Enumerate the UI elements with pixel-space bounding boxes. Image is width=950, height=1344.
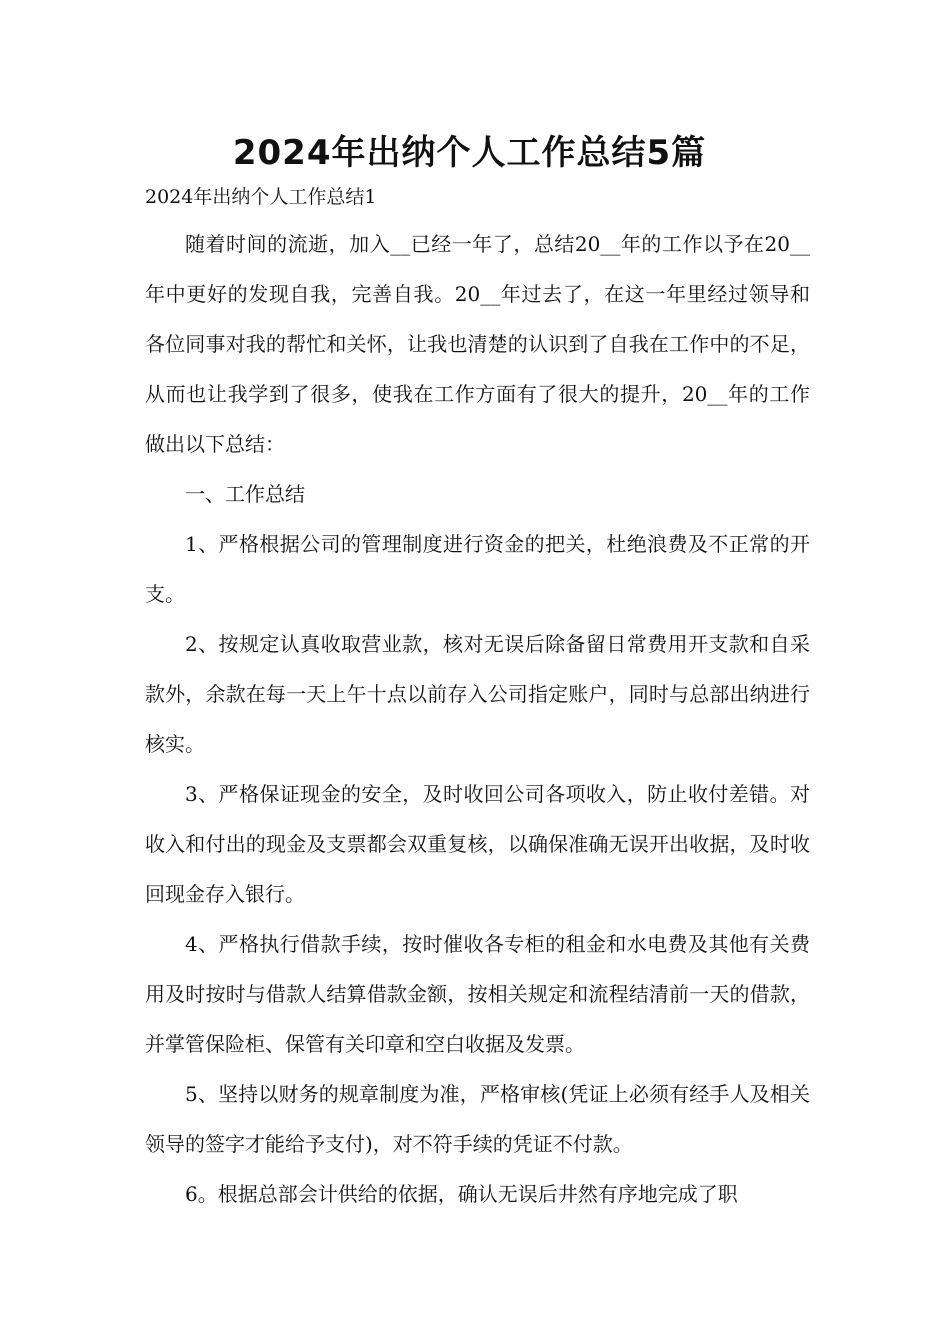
paragraph-item-1: 1、严格根据公司的管理制度进行资金的把关，杜绝浪费及不正常的开支。 [145,532,810,606]
paragraph-item-6: 6。根据总部会计供给的依据，确认无误后井然有序地完成了职 [185,1182,738,1206]
paragraph-item-3: 3、严格保证现金的安全，及时收回公司各项收入，防止收付差错。对收入和付出的现金及支票都会双重复核，以确保准确无误开出收据，及时收回现金存入银行。 [145,782,810,906]
paragraph-item-5: 5、坚持以财务的规章制度为准，严格审核(凭证上必须有经手人及相关领导的签字才能给予支付)，对不符手续的凭证不付款。 [145,1082,810,1156]
paragraph-item-2: 2、按规定认真收取营业款，核对无误后除备留日常费用开支款和自采款外，余款在每一天上午十点以前存入公司指定账户，同时与总部出纳进行核实。 [145,632,810,756]
paragraph-intro: 随着时间的流逝，加入__已经一年了，总结20__年的工作以予在20__年中更好的发现自我，完善自我。20__年过去了，在这一年里经过领导和各位同事对我的帮忙和关怀，让我也清楚的认识到了自我在工作中的不足，从而也让我学到了很多，使我在工作方面有了很大的提升，20__年的工作做出以下总结： [145,232,810,456]
paragraph-section-heading: 一、工作总结 [185,482,305,506]
document-page [145,128,810,1219]
document-title: 2024年出纳个人工作总结5篇 [232,133,707,173]
paragraph-item-4: 4、严格执行借款手续，按时催收各专柜的租金和水电费及其他有关费用及时按时与借款人结算借款金额，按相关规定和流程结清前一天的借款，并掌管保险柜、保管有关印章和空白收据及发票。 [145,932,810,1056]
section-subheading: 2024年出纳个人工作总结1 [145,186,377,208]
